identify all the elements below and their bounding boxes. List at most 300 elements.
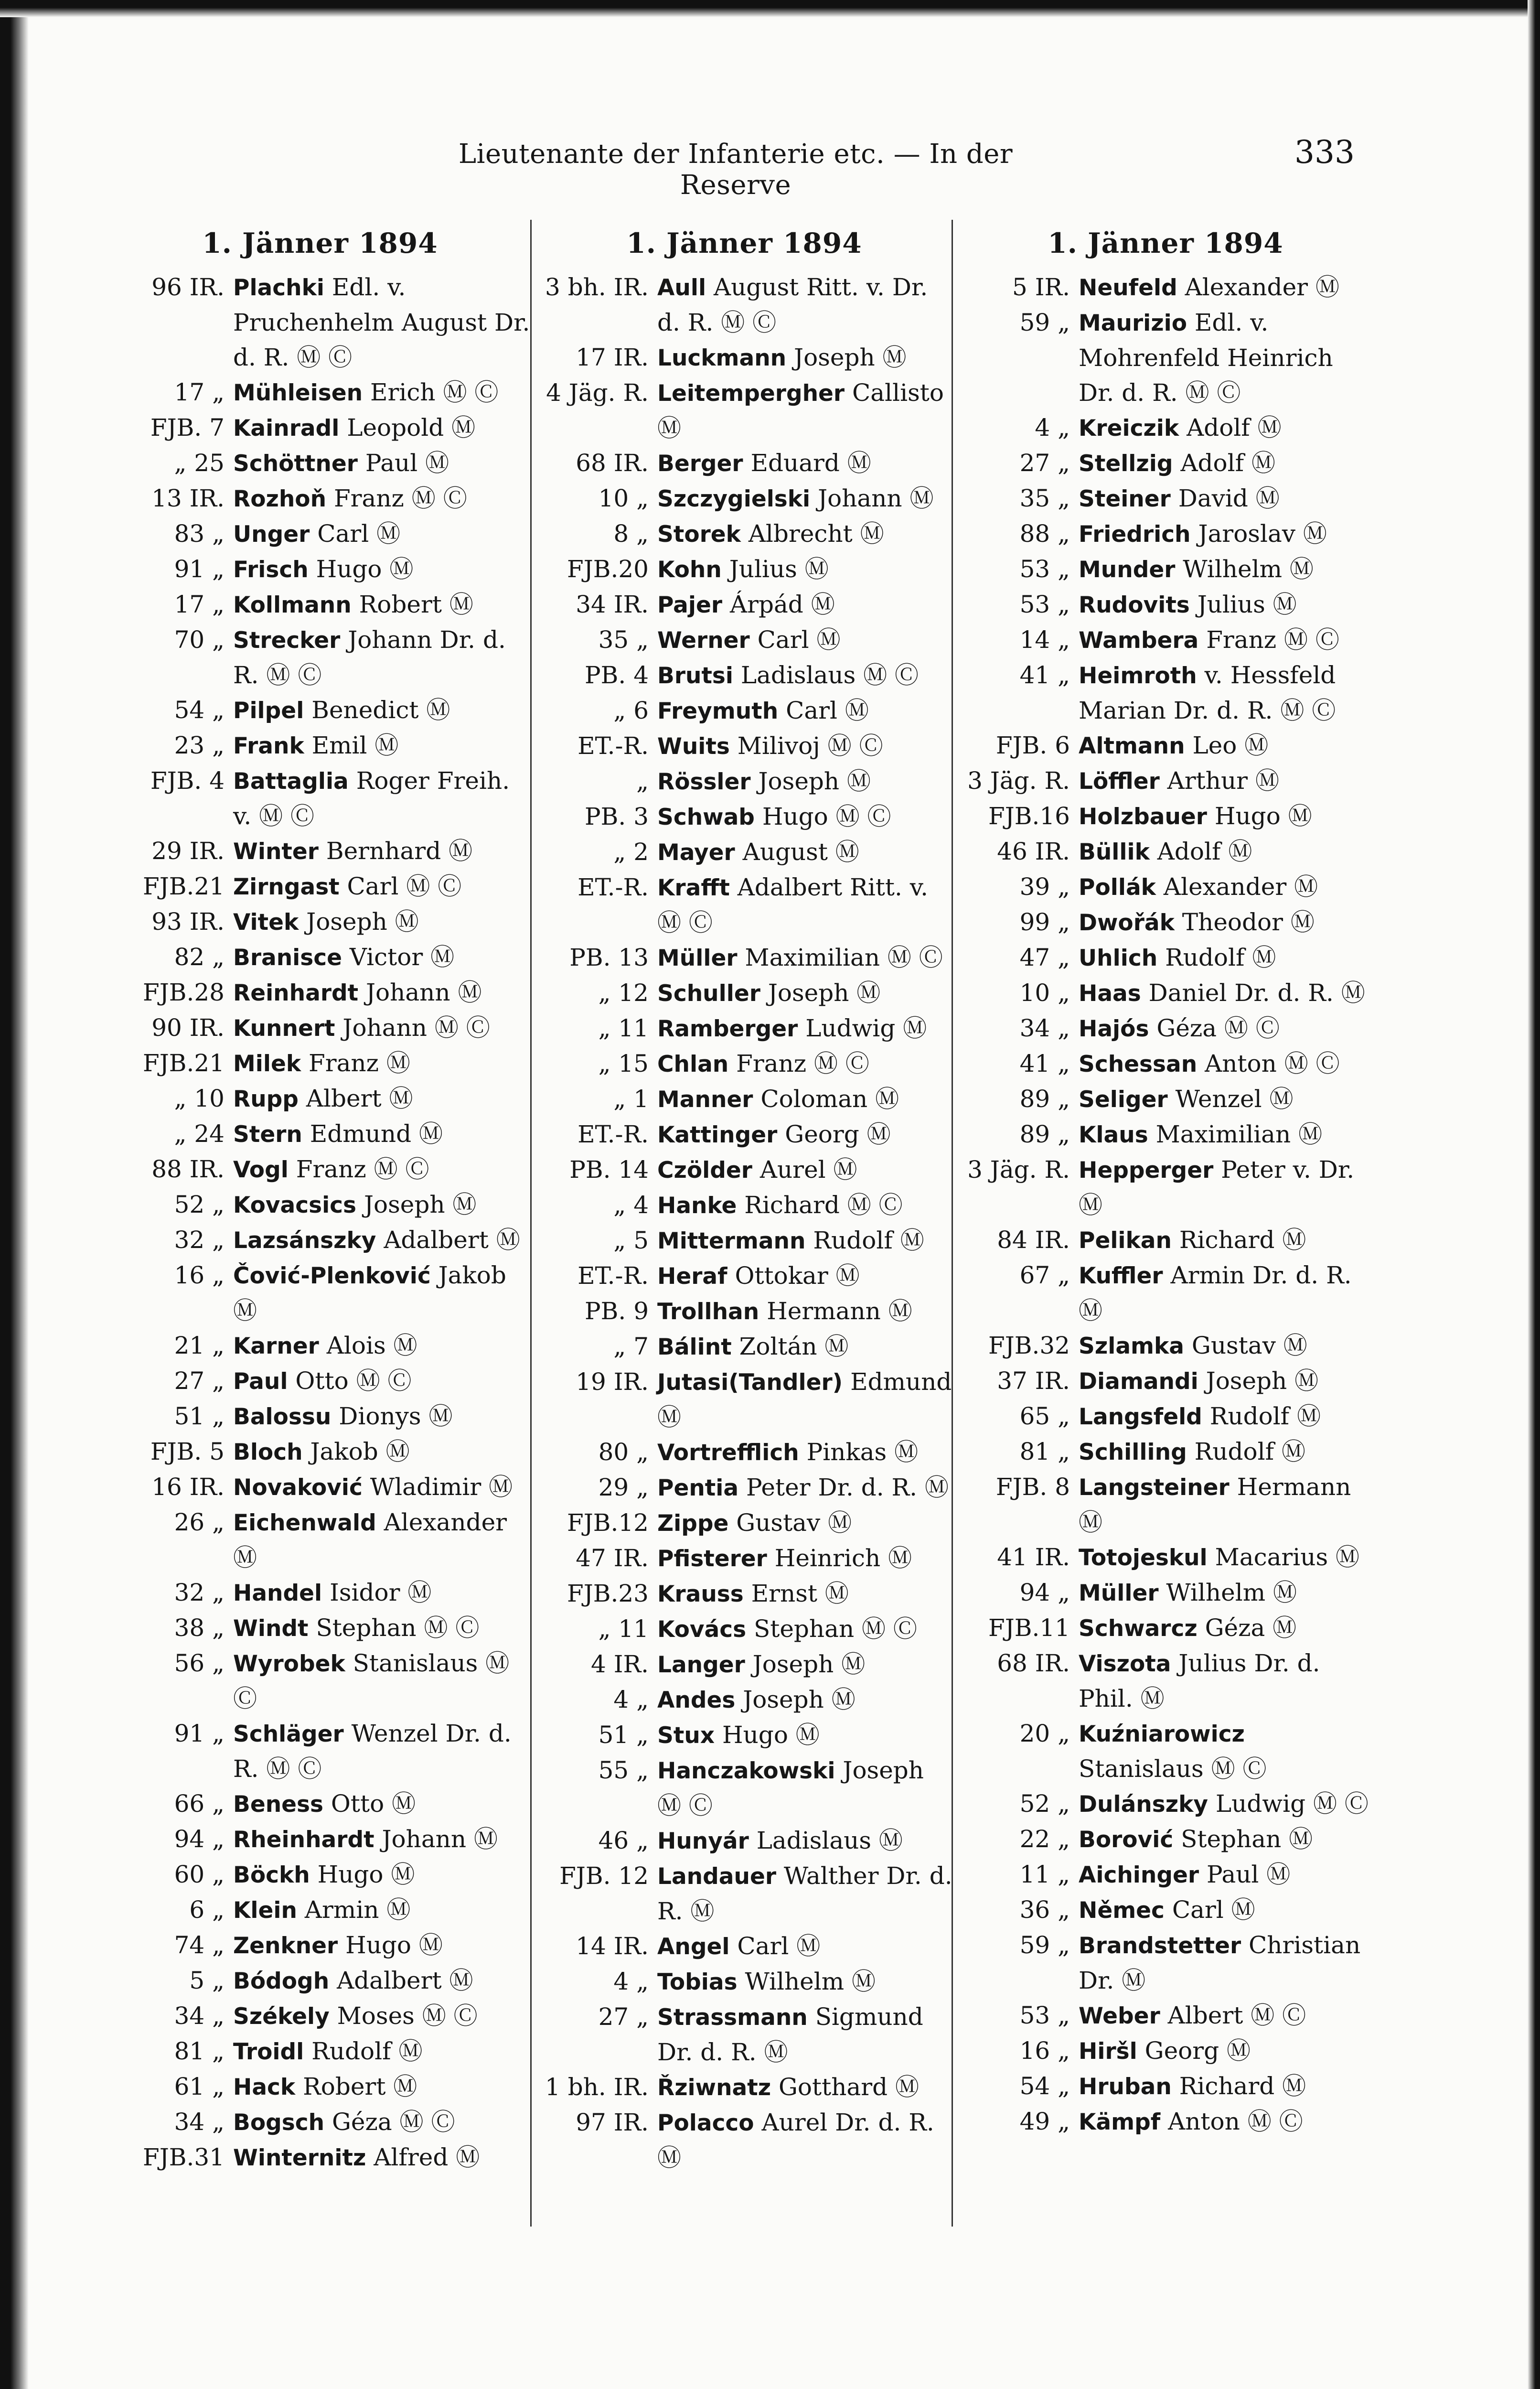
- entry-unit: 32 „: [174, 1579, 225, 1606]
- entry-surname: Storek: [657, 521, 741, 548]
- entry-name: [233, 1152, 530, 1187]
- entry-surname: Andes: [657, 1687, 736, 1713]
- entry-details: Isidor Ⓜ: [330, 1579, 432, 1606]
- entry-details: Rudolf Ⓜ: [1209, 1402, 1321, 1430]
- entry-name: [1079, 446, 1376, 481]
- list-item: [955, 870, 1376, 905]
- list-item: [110, 623, 530, 693]
- entry-unit: FJB.11: [988, 1614, 1070, 1642]
- entry-surname: Kämpf: [1079, 2109, 1161, 2135]
- entry-details: Stanislaus Ⓜ Ⓒ: [1079, 1755, 1267, 1783]
- list-item: [955, 658, 1376, 728]
- entry-unit: 97 IR.: [576, 2109, 649, 2136]
- entry-surname: Trollhan: [657, 1299, 759, 1325]
- entry-surname: Němec: [1079, 1897, 1165, 1924]
- entry-name: [657, 1188, 954, 1223]
- list-item: [534, 1435, 954, 1470]
- list-item: [110, 1011, 530, 1046]
- entry-surname: Schessan: [1079, 1051, 1198, 1077]
- entry-name: [1079, 1399, 1376, 1434]
- entry-details: Joseph Ⓜ: [768, 979, 881, 1007]
- entry-unit: 4 Jäg. R.: [546, 379, 649, 407]
- entry-details: Rudolf Ⓜ: [311, 2037, 423, 2065]
- entry-name: [657, 1365, 954, 1435]
- entry-unit: 81 „: [1019, 1438, 1070, 1465]
- entry-name: [233, 940, 530, 975]
- entry-details: Wilhelm Ⓜ: [1166, 1579, 1297, 1606]
- entry-details: Jakob Ⓜ: [233, 1261, 506, 1324]
- entry-unit: 38 „: [174, 1614, 225, 1642]
- entry-unit: FJB. 5: [150, 1438, 225, 1465]
- entry-surname: Pfisterer: [657, 1546, 767, 1572]
- entry-name: [1079, 799, 1376, 834]
- list-item: [534, 376, 954, 446]
- entry-unit: 35 „: [1019, 484, 1070, 512]
- entry-surname: Langer: [657, 1652, 745, 1678]
- list-item: [955, 1786, 1376, 1822]
- entry-details: Julius Ⓜ: [729, 555, 829, 583]
- entry-name: [233, 1505, 530, 1575]
- entry-surname: Tobias: [657, 1969, 738, 1995]
- list-item: [110, 587, 530, 623]
- entry-details: Adolf Ⓜ: [1180, 449, 1276, 477]
- entry-details: Milivoj Ⓜ Ⓒ: [737, 732, 883, 760]
- entry-surname: Kunnert: [233, 1015, 335, 1042]
- entry-name: [657, 1435, 954, 1470]
- entry-details: Emil Ⓜ: [311, 732, 399, 759]
- entry-name: [233, 2140, 530, 2175]
- entry-unit: FJB.20: [567, 555, 649, 583]
- entry-details: Carl Ⓜ: [737, 1932, 821, 1960]
- entry-surname: Windt: [233, 1615, 309, 1642]
- entry-name: [233, 1963, 530, 1999]
- entry-surname: Neufeld: [1079, 275, 1177, 301]
- entry-name: [657, 270, 954, 340]
- list-item: [534, 446, 954, 481]
- entry-details: Hermann Ⓜ: [1079, 1473, 1351, 1536]
- entry-details: Robert Ⓜ: [303, 2073, 417, 2100]
- entry-unit: FJB. 4: [150, 767, 225, 795]
- entry-unit: PB. 4: [585, 661, 649, 689]
- entry-name: [233, 1786, 530, 1822]
- entry-unit: 67 „: [1019, 1261, 1070, 1289]
- list-item: [110, 2069, 530, 2105]
- entry-name: [233, 1999, 530, 2034]
- entry-name: [233, 2069, 530, 2105]
- entry-name: [657, 1117, 954, 1152]
- entry-unit: „ 15: [598, 1050, 649, 1077]
- entry-surname: Bloch: [233, 1439, 303, 1465]
- entry-surname: Milek: [233, 1051, 301, 1077]
- entry-name: [657, 1541, 954, 1576]
- entry-name: [233, 1434, 530, 1470]
- entry-name: [1079, 2069, 1376, 2104]
- entry-unit: 68 IR.: [997, 1649, 1070, 1677]
- entry-surname: Müller: [657, 945, 738, 971]
- entry-details: Anton Ⓜ Ⓒ: [1205, 1050, 1340, 1077]
- entry-surname: Schwarcz: [1079, 1615, 1198, 1642]
- entry-name: [233, 975, 530, 1011]
- entry-name: [233, 481, 530, 517]
- entry-name: [233, 1328, 530, 1364]
- entry-name: [233, 1928, 530, 1963]
- list-item: [110, 1963, 530, 1999]
- entry-unit: 61 „: [174, 2073, 225, 2100]
- entry-unit: 93 IR.: [151, 908, 225, 936]
- entry-unit: 53 „: [1019, 555, 1070, 583]
- entry-unit: „: [636, 767, 649, 795]
- entry-unit: ET.-R.: [578, 1262, 649, 1290]
- entry-details: Alexander Ⓜ: [1185, 273, 1339, 301]
- entry-details: Hugo Ⓜ: [317, 1861, 415, 1888]
- entry-name: [1079, 481, 1376, 517]
- entry-name: [657, 1576, 954, 1612]
- entry-name: [657, 1294, 954, 1329]
- entry-unit: 14 IR.: [576, 1932, 649, 1960]
- entry-surname: Krauss: [657, 1581, 744, 1607]
- entry-unit: 46 IR.: [997, 838, 1070, 865]
- entry-unit: 47 IR.: [576, 1544, 649, 1572]
- entry-details: Joseph Ⓜ: [306, 908, 419, 936]
- entry-unit: 59 „: [1019, 1931, 1070, 1959]
- entry-unit: 47 „: [1019, 944, 1070, 971]
- entry-name: [657, 2070, 954, 2105]
- list-item: [955, 1011, 1376, 1046]
- list-item: [534, 1046, 954, 1082]
- entry-name: [1079, 1928, 1376, 1998]
- list-item: [110, 2140, 530, 2175]
- list-item: [955, 1046, 1376, 1082]
- entry-unit: 54 „: [174, 696, 225, 724]
- entry-surname: Frank: [233, 733, 304, 759]
- entry-details: Anton Ⓜ Ⓒ: [1168, 2108, 1303, 2135]
- entry-unit: 84 IR.: [997, 1226, 1070, 1254]
- entry-details: Gustav Ⓜ: [1191, 1332, 1307, 1359]
- entry-surname: Karner: [233, 1333, 319, 1359]
- entry-surname: Zenkner: [233, 1933, 338, 1959]
- entry-unit: 22 „: [1019, 1825, 1070, 1853]
- entry-surname: Rudovits: [1079, 592, 1190, 618]
- entry-name: [657, 870, 954, 940]
- entry-surname: Kuffler: [1079, 1263, 1163, 1289]
- list-item: [955, 552, 1376, 587]
- entry-surname: Seliger: [1079, 1087, 1168, 1113]
- entry-surname: Klein: [233, 1897, 297, 1924]
- entry-surname: Pelikan: [1079, 1227, 1172, 1254]
- entry-unit: 37 IR.: [997, 1367, 1070, 1395]
- list-item: [534, 1718, 954, 1753]
- column-3: [955, 227, 1376, 2140]
- entry-name: [1079, 1857, 1376, 1893]
- entry-unit: 49 „: [1019, 2108, 1070, 2135]
- entry-name: [657, 481, 954, 517]
- entry-details: Géza Ⓜ: [1205, 1614, 1297, 1642]
- entry-name: [657, 1929, 954, 1964]
- entry-surname: Langsteiner: [1079, 1474, 1230, 1501]
- entry-unit: 66 „: [174, 1790, 225, 1818]
- entry-name: [657, 729, 954, 764]
- entry-unit: 27 „: [174, 1367, 225, 1395]
- entry-surname: Vitek: [233, 909, 299, 936]
- entry-unit: 51 „: [598, 1721, 649, 1749]
- scan-edge-right: [1528, 0, 1540, 2389]
- entry-surname: Kattinger: [657, 1122, 778, 1148]
- entry-details: Maximilian Ⓜ Ⓒ: [745, 944, 943, 971]
- entry-name: [657, 940, 954, 976]
- entry-details: Rudolf Ⓜ: [1165, 944, 1276, 971]
- entry-details: v. Hessfeld Marian Dr. d. R. Ⓜ Ⓒ: [1079, 661, 1336, 724]
- entry-name: [1079, 870, 1376, 905]
- entry-details: Carl Ⓜ: [757, 626, 841, 654]
- entry-surname: Unger: [233, 521, 310, 548]
- entry-unit: PB. 14: [569, 1156, 649, 1184]
- entry-details: Macarius Ⓜ: [1215, 1543, 1360, 1571]
- list-item: [110, 1999, 530, 2034]
- list-item: [534, 1365, 954, 1435]
- entry-unit: 32 „: [174, 1226, 225, 1254]
- entry-details: Edl. v. Pruchenhelm August Dr. d. R. Ⓜ Ⓒ: [233, 273, 530, 371]
- entry-name: [1079, 1223, 1376, 1258]
- entry-details: Franz Ⓜ Ⓒ: [296, 1155, 429, 1183]
- list-item: [534, 658, 954, 693]
- entry-name: [657, 1329, 954, 1365]
- list-item: [955, 728, 1376, 764]
- entry-unit: 34 IR.: [576, 591, 649, 618]
- entry-unit: 29 IR.: [151, 837, 225, 865]
- entry-name: [657, 1506, 954, 1541]
- entry-details: Alexander Ⓜ: [1163, 873, 1318, 901]
- entry-details: Wenzel Dr. d. R. Ⓜ Ⓒ: [233, 1720, 512, 1783]
- entry-unit: 34 „: [174, 2108, 225, 2136]
- entry-name: [657, 1647, 954, 1682]
- entry-surname: Wyrobek: [233, 1651, 345, 1677]
- entry-unit: PB. 13: [569, 944, 649, 971]
- entry-unit: „ 24: [174, 1120, 225, 1148]
- entry-details: Gustav Ⓜ: [736, 1509, 852, 1537]
- entry-name: [233, 1575, 530, 1611]
- list-item: [110, 552, 530, 587]
- entry-unit: „ 12: [598, 979, 649, 1007]
- list-item: [110, 1611, 530, 1646]
- list-item: [110, 1223, 530, 1258]
- entry-surname: Friedrich: [1079, 521, 1191, 548]
- entry-unit: 68 IR.: [576, 449, 649, 477]
- entry-unit: „ 11: [598, 1014, 649, 1042]
- entry-surname: Landauer: [657, 1863, 776, 1890]
- entry-name: [657, 1753, 954, 1823]
- entry-unit: „ 10: [174, 1085, 225, 1112]
- list-item: [110, 1364, 530, 1399]
- column-title: 1. Jänner 1894: [202, 227, 438, 259]
- entry-surname: Mittermann: [657, 1228, 806, 1254]
- entry-details: Maximilian Ⓜ: [1155, 1120, 1323, 1148]
- entry-surname: Müller: [1079, 1580, 1159, 1606]
- entry-name: [657, 1011, 954, 1046]
- entry-surname: Stern: [233, 1121, 302, 1148]
- list-item: [955, 1223, 1376, 1258]
- entry-unit: 10 „: [1019, 979, 1070, 1007]
- entry-name: [1079, 1258, 1376, 1328]
- entry-details: Erich Ⓜ Ⓒ: [370, 378, 499, 406]
- entry-details: Joseph Ⓜ: [364, 1191, 477, 1218]
- list-item: [534, 1753, 954, 1823]
- list-item: [110, 1434, 530, 1470]
- list-item: [955, 517, 1376, 552]
- entry-details: August Ⓜ: [742, 838, 859, 866]
- entry-name: [657, 446, 954, 481]
- entry-details: Joseph Ⓜ: [794, 344, 907, 371]
- entry-unit: 46 „: [598, 1827, 649, 1854]
- entry-details: Richard Ⓜ Ⓒ: [744, 1191, 903, 1219]
- entry-unit: PB. 3: [585, 803, 649, 830]
- entry-details: Roger Freih. v. Ⓜ Ⓒ: [233, 767, 510, 830]
- entry-unit: „ 11: [598, 1615, 649, 1643]
- list-item: [534, 1294, 954, 1329]
- entry-unit: FJB.21: [143, 1049, 225, 1077]
- entry-details: Callisto Ⓜ: [657, 379, 944, 442]
- entry-name: [657, 1470, 954, 1506]
- entry-details: Moses Ⓜ Ⓒ: [337, 2002, 478, 2030]
- entry-unit: 4 IR.: [591, 1650, 649, 1678]
- entry-surname: Chlan: [657, 1051, 729, 1077]
- entry-details: Hermann Ⓜ: [767, 1297, 912, 1325]
- entry-details: Joseph Ⓜ Ⓒ: [657, 1756, 924, 1819]
- entry-details: Ernst Ⓜ: [751, 1580, 849, 1607]
- entry-details: Stephan Ⓜ Ⓒ: [753, 1615, 917, 1643]
- entry-unit: PB. 9: [585, 1297, 649, 1325]
- list-item: [955, 834, 1376, 870]
- entry-surname: Hack: [233, 2074, 296, 2100]
- entry-name: [233, 1611, 530, 1646]
- list-item: [534, 481, 954, 517]
- entry-name: [233, 1893, 530, 1928]
- entry-details: Otto Ⓜ Ⓒ: [295, 1367, 412, 1395]
- list-item: [534, 1152, 954, 1188]
- entry-name: [233, 1857, 530, 1893]
- entry-surname: Mühleisen: [233, 380, 363, 406]
- list-item: [534, 1082, 954, 1117]
- entry-name: [657, 1964, 954, 2000]
- entry-details: Carl Ⓜ: [317, 520, 401, 548]
- entry-unit: 65 „: [1019, 1402, 1070, 1430]
- column-title: 1. Jänner 1894: [626, 227, 862, 259]
- list-item: [534, 1011, 954, 1046]
- list-item: [955, 270, 1376, 305]
- entry-unit: 11 „: [1019, 1861, 1070, 1888]
- entry-unit: 52 „: [1019, 1790, 1070, 1818]
- list-item: [534, 1223, 954, 1259]
- entry-details: Alfred Ⓜ: [374, 2143, 480, 2171]
- entry-unit: 17 „: [174, 378, 225, 406]
- entry-surname: Novaković: [233, 1474, 363, 1501]
- entry-unit: 4 „: [613, 1968, 649, 1995]
- list-item: [955, 410, 1376, 446]
- entry-details: Carl Ⓜ: [1172, 1896, 1255, 1924]
- list-item: [534, 1576, 954, 1612]
- list-item: [534, 976, 954, 1011]
- entry-name: [1079, 1716, 1376, 1786]
- entry-name: [1079, 1364, 1376, 1399]
- entry-surname: Hajós: [1079, 1016, 1149, 1042]
- list-item: [110, 1575, 530, 1611]
- entry-name: [1079, 410, 1376, 446]
- list-item: [534, 729, 954, 764]
- list-item: [955, 305, 1376, 410]
- entry-details: Julius Dr. d. Phil. Ⓜ: [1079, 1649, 1320, 1712]
- entry-details: Richard Ⓜ: [1179, 2072, 1306, 2100]
- list-item: [955, 1364, 1376, 1399]
- list-item: [534, 1259, 954, 1294]
- entry-details: Hugo Ⓜ: [1214, 802, 1312, 830]
- entry-details: Paul Ⓜ: [365, 449, 449, 477]
- list-item: [110, 1786, 530, 1822]
- entry-name: [233, 1187, 530, 1223]
- entry-unit: 56 „: [174, 1649, 225, 1677]
- entry-name: [657, 340, 954, 376]
- entry-unit: 88 IR.: [151, 1155, 225, 1183]
- entry-name: [1079, 1434, 1376, 1470]
- entry-surname: Haas: [1079, 980, 1141, 1007]
- entry-unit: 89 „: [1019, 1085, 1070, 1113]
- list-item: [534, 835, 954, 870]
- entry-name: [657, 693, 954, 729]
- entry-details: Adalbert Ⓜ: [337, 1967, 473, 1994]
- entry-surname: Kainradl: [233, 415, 340, 441]
- entry-unit: 19 IR.: [576, 1368, 649, 1396]
- list-item: [955, 1328, 1376, 1364]
- entry-surname: Rupp: [233, 1086, 299, 1112]
- entry-details: Franz Ⓜ Ⓒ: [1206, 626, 1339, 654]
- entry-name: [657, 1046, 954, 1082]
- entry-surname: Brutsi: [657, 663, 734, 689]
- entry-details: Aurel Dr. d. R. Ⓜ: [657, 2109, 934, 2172]
- entry-unit: 55 „: [598, 1756, 649, 1784]
- list-item: [534, 870, 954, 940]
- entry-surname: Altmann: [1079, 733, 1185, 759]
- list-item: [110, 375, 530, 410]
- entry-unit: 41 „: [1019, 1050, 1070, 1077]
- entry-details: Carl Ⓜ Ⓒ: [347, 872, 462, 900]
- entry-unit: 3 Jäg. R.: [967, 767, 1070, 795]
- entry-unit: FJB. 8: [995, 1473, 1070, 1501]
- entry-unit: ET.-R.: [578, 1120, 649, 1148]
- entry-name: [233, 1223, 530, 1258]
- entry-details: Johann Ⓜ: [818, 484, 934, 512]
- entry-name: [233, 1258, 530, 1328]
- entry-name: [1079, 1046, 1376, 1082]
- entry-name: [233, 587, 530, 623]
- entry-details: Otto Ⓜ: [331, 1790, 416, 1818]
- list-item: [110, 270, 530, 375]
- entry-details: Leo Ⓜ: [1192, 732, 1269, 759]
- entry-unit: 6 „: [189, 1896, 225, 1924]
- entry-name: [657, 1718, 954, 1753]
- entry-details: Hugo Ⓜ: [722, 1721, 820, 1749]
- entry-surname: Heraf: [657, 1263, 727, 1290]
- entry-unit: FJB. 12: [559, 1862, 649, 1890]
- entry-details: Franz Ⓜ Ⓒ: [736, 1050, 869, 1077]
- entry-details: Zoltán Ⓜ: [739, 1333, 849, 1360]
- entry-surname: Schuller: [657, 980, 760, 1007]
- list-item: [534, 1929, 954, 1964]
- list-item: [534, 587, 954, 623]
- list-item: [110, 728, 530, 764]
- entry-name: [657, 1082, 954, 1117]
- entry-name: [657, 376, 954, 446]
- entry-surname: Hiršl: [1079, 2038, 1137, 2065]
- entry-name: [1079, 1575, 1376, 1611]
- entry-details: Hugo Ⓜ Ⓒ: [762, 803, 891, 830]
